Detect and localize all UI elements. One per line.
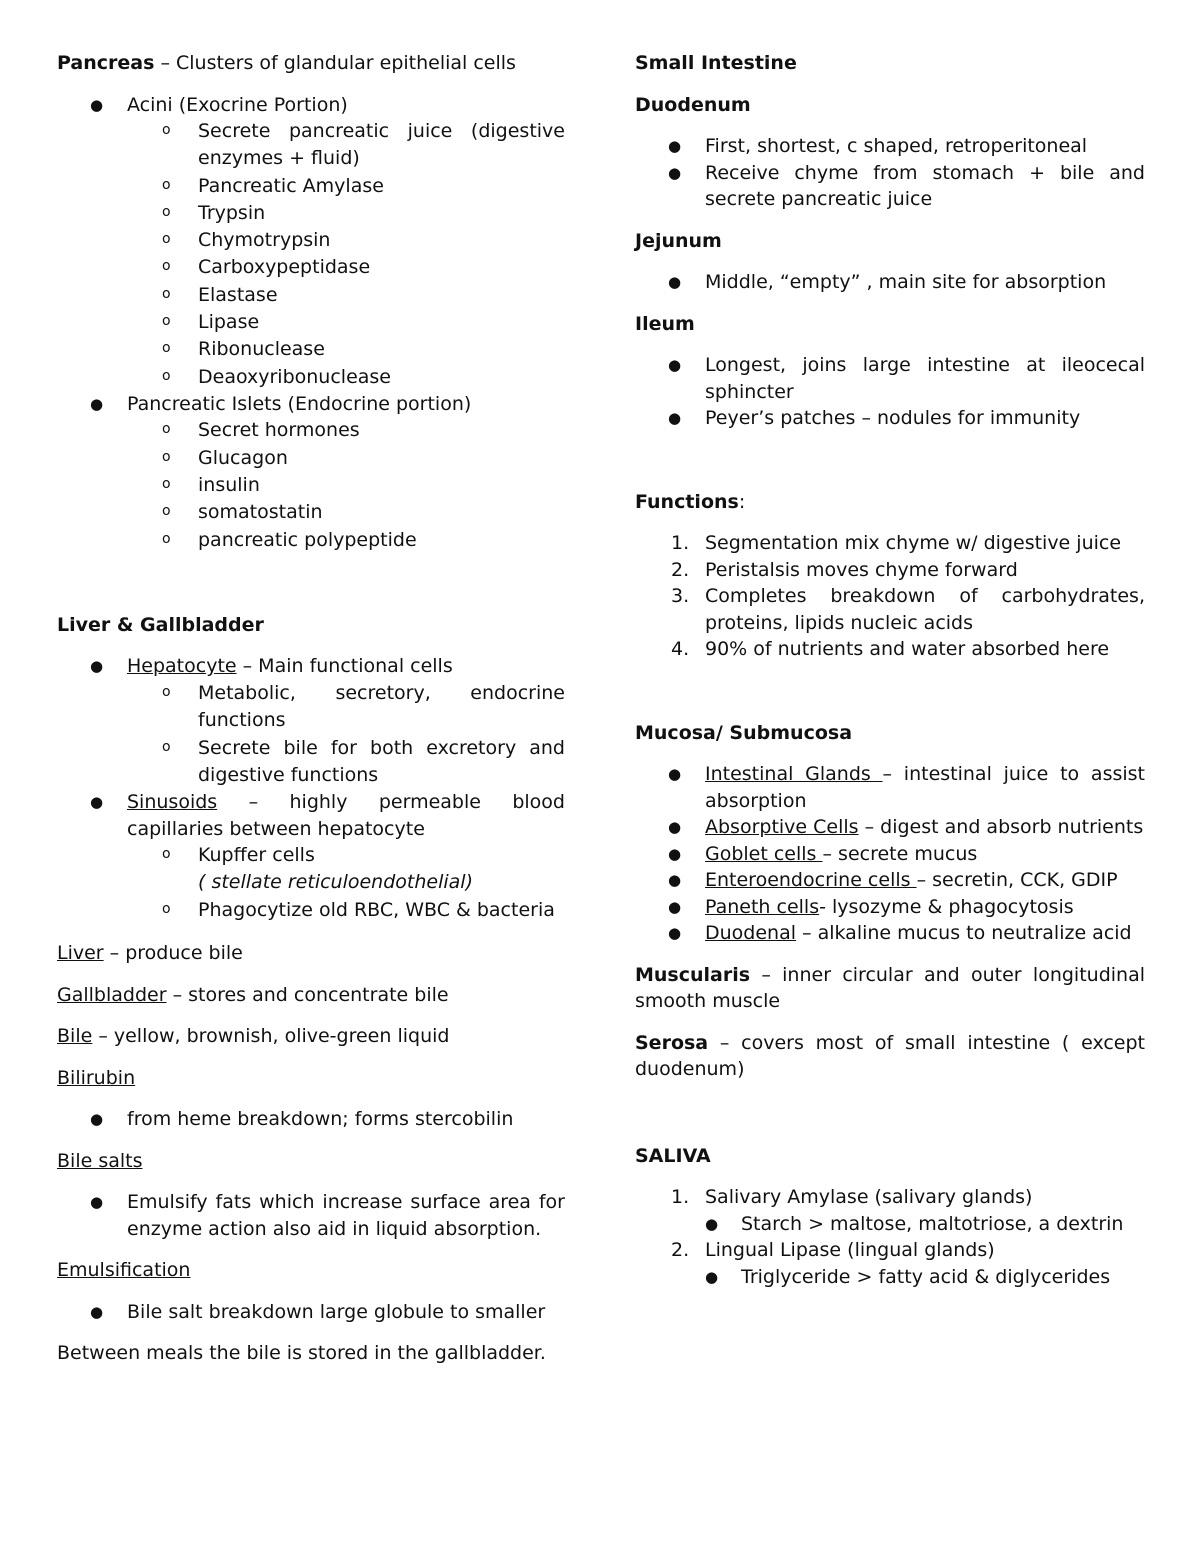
spacer	[635, 663, 1145, 720]
list-item	[0, 173, 565, 200]
bullet-icon: ●	[668, 409, 682, 427]
serosa-term: Serosa	[635, 1031, 709, 1054]
muscularis-line	[635, 962, 1145, 1015]
circle-bullet-icon: o	[162, 367, 171, 384]
circle-bullet-icon: o	[162, 122, 171, 138]
circle-bullet-icon: o	[162, 846, 171, 863]
saliva-item: Salivary Amylase (salivary glands)	[705, 1186, 1033, 1208]
spacer	[635, 1098, 1145, 1143]
circle-bullet-icon: o	[162, 503, 171, 520]
mucosa-term: Goblet cells	[705, 842, 823, 865]
list-item	[635, 841, 1145, 868]
bilesalts-line	[57, 1148, 565, 1175]
acini-item: Pancreatic Amylase	[198, 174, 384, 197]
list-item	[0, 897, 565, 924]
bilirubin-line	[57, 1065, 565, 1092]
pancreas-heading	[57, 50, 565, 77]
bullet-icon: ●	[90, 1193, 104, 1212]
list-item	[635, 530, 1145, 557]
list-item	[635, 894, 1145, 921]
number-marker: 4.	[671, 638, 690, 660]
bile-term: Bile	[57, 1025, 93, 1048]
saliva-subitem: Starch > maltose, maltotriose, a dextrin	[741, 1212, 1124, 1235]
bullet-icon: ●	[705, 1267, 719, 1286]
hepatocyte-item: Secrete bile for both excretory and digestive functions	[198, 736, 565, 786]
list-item	[0, 282, 565, 309]
list-item	[0, 472, 565, 499]
list-item	[635, 352, 1145, 405]
circle-bullet-icon: o	[162, 900, 171, 917]
list-item	[0, 527, 565, 554]
mucosa-desc: – intestinal juice to assist absorption	[705, 763, 1145, 812]
list-item	[0, 227, 565, 254]
circle-bullet-icon: o	[162, 258, 171, 275]
list-item	[635, 133, 1145, 160]
list-item	[635, 761, 1145, 814]
bullet-icon: ●	[90, 95, 104, 114]
bilirubin-list	[57, 1106, 565, 1133]
kupffer-label: Kupffer cells	[198, 844, 315, 867]
list-item	[635, 867, 1145, 894]
emulsification-list	[57, 1299, 565, 1326]
circle-bullet-icon: o	[162, 738, 171, 755]
bullet-icon: ●	[705, 1214, 719, 1233]
bullet-icon: ●	[668, 765, 682, 783]
acini-item: Trypsin	[198, 201, 266, 224]
acini-item: Deaoxyribonuclease	[198, 365, 391, 388]
list-item	[0, 417, 565, 444]
list-item	[635, 405, 1145, 432]
list-item	[0, 680, 565, 735]
saliva-item: Lingual Lipase (lingual glands)	[705, 1239, 995, 1261]
mucosa-term: Absorptive Cells	[705, 816, 859, 838]
circle-bullet-icon: o	[162, 530, 171, 547]
list-item	[0, 254, 565, 281]
saliva-list	[635, 1184, 1145, 1290]
emulsification-item: Bile salt breakdown large globule to smaller	[127, 1300, 546, 1323]
list-item	[635, 557, 1145, 584]
bullet-icon: ●	[90, 394, 104, 413]
bullet-icon: ●	[668, 273, 682, 291]
circle-bullet-icon: o	[162, 176, 171, 193]
sinusoids-desc: – highly permeable blood capillaries between hepatocyte	[127, 791, 565, 840]
acini-label: Acini (Exocrine Portion)	[127, 93, 348, 116]
saliva-subitem: Triglyceride > fatty acid & diglycerides	[741, 1265, 1111, 1288]
bilesalts-item: Emulsify fats which increase surface area for enzyme action also aid in liquid absorption.	[127, 1191, 565, 1240]
functions-heading	[635, 489, 1145, 516]
mucosa-desc: – secretin, CCK, GDIP	[916, 869, 1118, 891]
ileum-list	[635, 352, 1145, 432]
sinusoids-term: Sinusoids	[127, 791, 218, 814]
jejunum-item: Middle, “empty” , main site for absorption	[705, 271, 1107, 293]
liver-term: Liver	[57, 942, 104, 965]
ileum-item: Longest, joins large intestine at ileocecal sphincter	[705, 354, 1145, 403]
bullet-icon: ●	[668, 818, 682, 836]
hepatocyte-term: Hepatocyte	[127, 655, 237, 678]
bilesalts-list	[57, 1189, 565, 1242]
list-item	[0, 789, 565, 842]
circle-bullet-icon: o	[162, 313, 171, 330]
acini-item: Ribonuclease	[198, 338, 325, 361]
function-item: Segmentation mix chyme w/ digestive juice	[705, 532, 1122, 554]
bullet-icon: ●	[668, 924, 682, 942]
ileum-item: Peyer’s patches – nodules for immunity	[705, 407, 1081, 429]
functions-list	[635, 530, 1145, 663]
ileum-title: Ileum	[635, 312, 695, 335]
jejunum-title: Jejunum	[635, 229, 722, 252]
bullet-icon: ●	[90, 1302, 104, 1321]
duodenum-item: Receive chyme from stomach + bile and secrete pancreatic juice	[705, 161, 1145, 210]
gallbladder-term: Gallbladder	[57, 983, 167, 1006]
spacer	[57, 924, 565, 940]
kupffer-note: ( stellate reticuloendothelial)	[198, 871, 473, 894]
spacer	[57, 554, 565, 612]
mucosa-term: Duodenal	[705, 922, 797, 944]
gallbladder-desc: – stores and concentrate bile	[166, 983, 449, 1006]
circle-bullet-icon: o	[162, 421, 171, 438]
circle-bullet-icon: o	[162, 231, 171, 248]
bullet-icon: ●	[90, 657, 104, 676]
list-item	[0, 445, 565, 472]
list-item	[635, 583, 1145, 636]
list-item	[0, 336, 565, 363]
circle-bullet-icon: o	[162, 683, 171, 700]
list-item	[635, 920, 1145, 947]
mucosa-desc: - lysozyme & phagocytosis	[819, 895, 1074, 918]
emulsification-line	[57, 1257, 565, 1284]
bilesalts-term: Bile salts	[57, 1149, 143, 1172]
serosa-desc: – covers most of small intestine ( except duodenum)	[635, 1031, 1145, 1080]
serosa-line	[635, 1030, 1145, 1083]
muscularis-desc: – inner circular and outer longitudinal smooth muscle	[635, 963, 1145, 1012]
islets-item: Glucagon	[198, 446, 288, 469]
function-item: Peristalsis moves chyme forward	[705, 558, 1018, 581]
list-item	[0, 92, 565, 119]
circle-bullet-icon: o	[162, 340, 171, 357]
emulsification-term: Emulsification	[57, 1259, 191, 1282]
mucosa-desc: – secrete mucus	[822, 842, 978, 865]
islets-item: insulin	[198, 474, 260, 497]
list-item	[635, 1184, 1145, 1211]
between-meals-text: Between meals the bile is stored in the gallbladder.	[57, 1342, 546, 1365]
acini-item: Lipase	[198, 311, 260, 334]
number-marker: 3.	[671, 585, 690, 607]
mucosa-term: Paneth cells	[705, 895, 820, 918]
bilirubin-term: Bilirubin	[57, 1066, 136, 1089]
islets-item: Secret hormones	[198, 419, 360, 442]
mucosa-desc: – digest and absorb nutrients	[858, 816, 1144, 838]
spacer	[635, 432, 1145, 489]
list-item	[0, 499, 565, 526]
list-item	[0, 118, 565, 173]
islets-item: somatostatin	[198, 501, 323, 524]
saliva-title: SALIVA	[635, 1144, 711, 1167]
list-item	[635, 814, 1145, 841]
pancreas-list	[57, 92, 565, 554]
duodenum-list	[635, 133, 1145, 213]
list-item	[635, 636, 1145, 663]
pancreas-desc: – Clusters of glandular epithelial cells	[154, 52, 516, 74]
hepatocyte-item: Metabolic, secretory, endocrine functions	[198, 681, 565, 732]
hepatocyte-desc: – Main functional cells	[236, 655, 453, 678]
list-item	[0, 1106, 565, 1133]
list-item	[635, 1264, 1145, 1291]
list-item	[0, 842, 565, 897]
muscularis-term: Muscularis	[635, 963, 751, 986]
pancreas-title: Pancreas	[57, 52, 155, 74]
bilirubin-item: from heme breakdown; forms stercobilin	[127, 1108, 514, 1131]
left-column	[57, 50, 565, 1367]
acini-item: Secrete pancreatic juice (digestive enzymes + fluid)	[198, 120, 565, 170]
liver-heading	[57, 612, 565, 639]
acini-item: Carboxypeptidase	[198, 256, 371, 279]
mucosa-term: Enteroendocrine cells	[705, 869, 917, 891]
ileum-heading	[635, 311, 1145, 338]
mucosa-title: Mucosa/ Submucosa	[635, 721, 853, 744]
jejunum-list	[635, 269, 1145, 296]
saliva-heading	[635, 1143, 1145, 1170]
jejunum-heading	[635, 228, 1145, 255]
islets-label: Pancreatic Islets (Endocrine portion)	[127, 392, 472, 415]
circle-bullet-icon: o	[162, 203, 171, 220]
bullet-icon: ●	[668, 163, 682, 182]
duodenum-title: Duodenum	[635, 93, 751, 116]
list-item	[635, 1211, 1145, 1238]
bile-desc: – yellow, brownish, olive-green liquid	[92, 1025, 450, 1048]
liver-list	[57, 653, 565, 924]
liver-line	[57, 940, 565, 967]
list-item	[0, 200, 565, 227]
function-item: Completes breakdown of carbohydrates, proteins, lipids nucleic acids	[705, 585, 1145, 634]
mucosa-list	[635, 761, 1145, 947]
list-item	[0, 391, 565, 418]
duodenum-heading	[635, 92, 1145, 119]
acini-item: Chymotrypsin	[198, 229, 331, 252]
right-column	[635, 50, 1145, 1290]
number-marker: 2.	[671, 1239, 690, 1261]
functions-colon: :	[738, 490, 746, 513]
list-item	[635, 269, 1145, 296]
bullet-icon: ●	[90, 1110, 104, 1129]
phagocytize-item: Phagocytize old RBC, WBC & bacteria	[198, 898, 555, 921]
circle-bullet-icon: o	[162, 476, 171, 493]
bullet-icon: ●	[668, 137, 682, 155]
small-intestine-title: Small Intestine	[635, 52, 797, 74]
duodenum-item: First, shortest, c shaped, retroperitoneal	[705, 135, 1088, 157]
bullet-icon: ●	[90, 793, 104, 812]
list-item	[0, 1189, 565, 1242]
islets-item: pancreatic polypeptide	[198, 528, 417, 551]
functions-title: Functions	[635, 490, 739, 513]
list-item	[635, 1237, 1145, 1264]
list-item	[0, 364, 565, 391]
liver-title: Liver & Gallbladder	[57, 613, 264, 636]
circle-bullet-icon: o	[162, 448, 171, 465]
bullet-icon: ●	[668, 844, 682, 863]
function-item: 90% of nutrients and water absorbed here	[705, 638, 1110, 660]
list-item	[635, 160, 1145, 213]
liver-desc: – produce bile	[103, 942, 243, 965]
bile-line	[57, 1023, 565, 1050]
gallbladder-line	[57, 982, 565, 1009]
mucosa-desc: – alkaline mucus to neutralize acid	[796, 922, 1132, 944]
list-item	[0, 653, 565, 680]
list-item	[0, 309, 565, 336]
mucosa-heading	[635, 720, 1145, 747]
bullet-icon: ●	[668, 356, 682, 374]
number-marker: 1.	[671, 1186, 690, 1208]
list-item	[0, 1299, 565, 1326]
list-item	[0, 735, 565, 790]
number-marker: 2.	[671, 558, 690, 581]
mucosa-term: Intestinal Glands	[705, 763, 883, 785]
circle-bullet-icon: o	[162, 285, 171, 302]
bullet-icon: ●	[668, 897, 682, 916]
acini-item: Elastase	[198, 283, 278, 306]
small-intestine-heading	[635, 50, 1145, 77]
bullet-icon: ●	[668, 871, 682, 889]
number-marker: 1.	[671, 532, 690, 554]
